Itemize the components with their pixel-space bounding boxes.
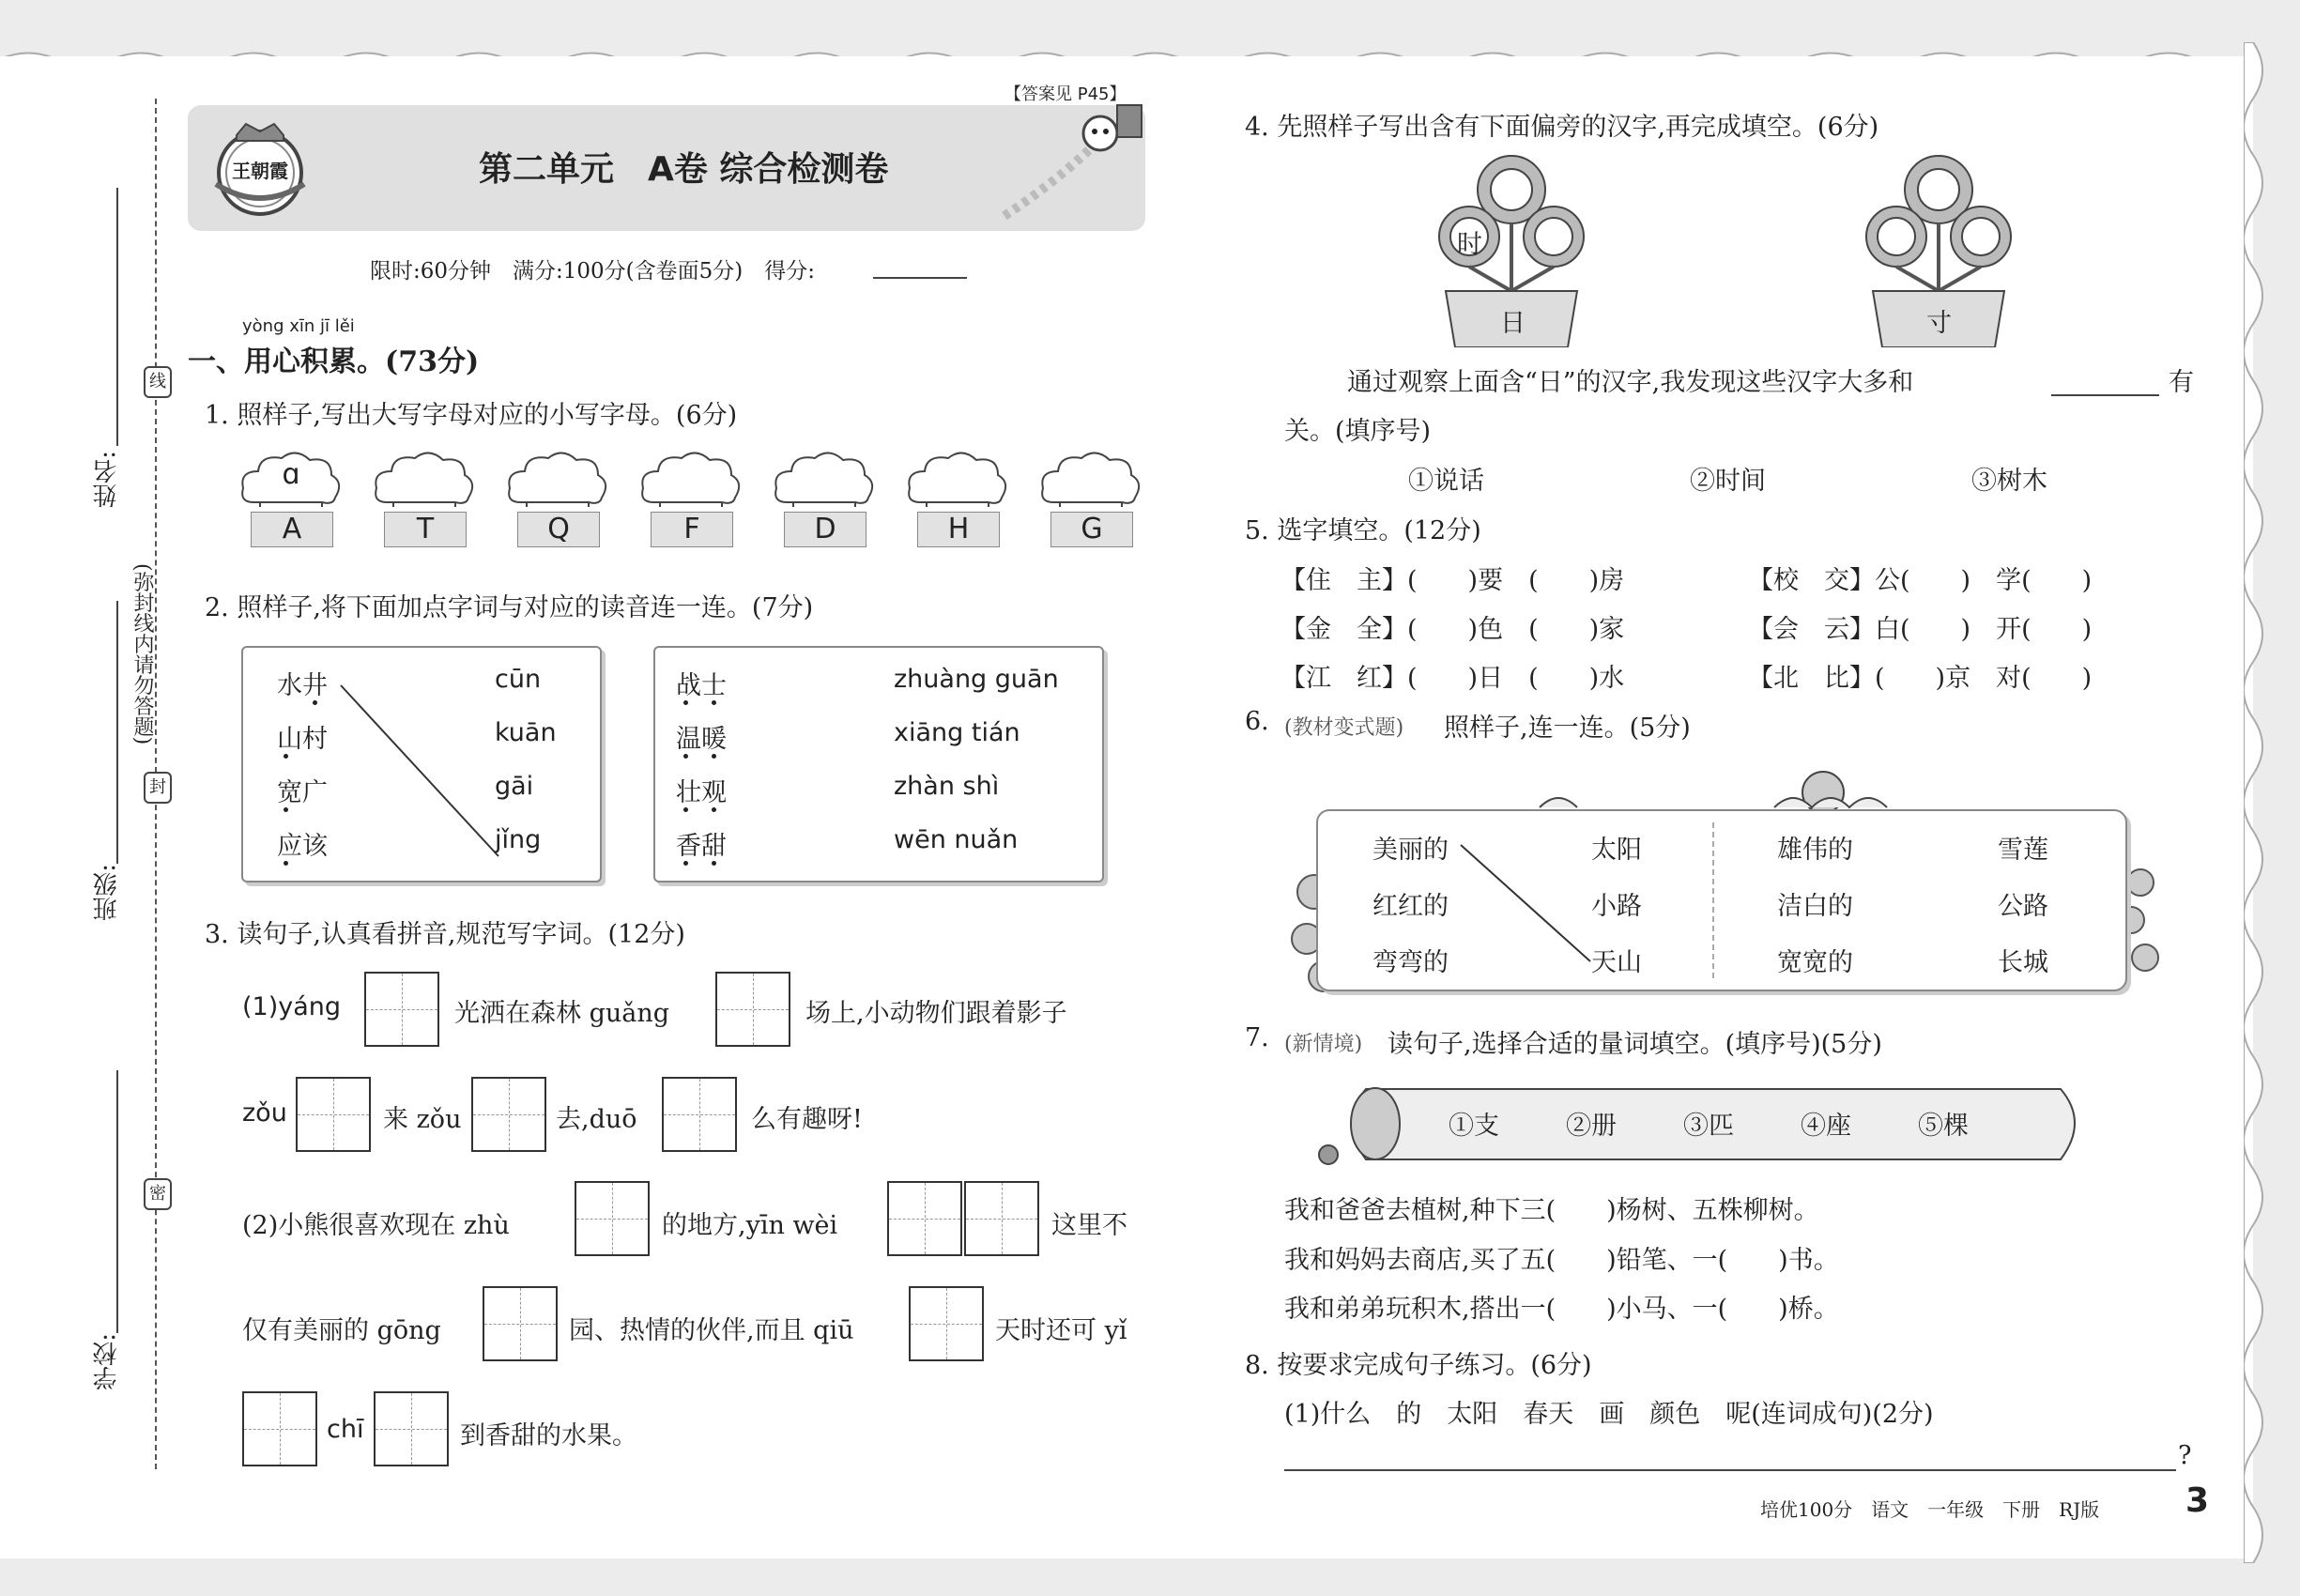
q7-tag: (新情境): [1284, 1033, 1363, 1056]
q4-option-1: ①说话: [1408, 467, 1484, 496]
q3-line2-a: zǒu: [242, 1098, 287, 1128]
q4-option-3: ③树木: [1971, 467, 2047, 496]
logo: [208, 118, 312, 218]
emphasis-dot: [683, 861, 688, 866]
page-number: 3: [2185, 1481, 2210, 1520]
q5-row2-a: 【金 全】( )色 ( )家: [1280, 615, 1625, 644]
letter-cloud: [773, 451, 876, 545]
q3-box-guang[interactable]: [715, 972, 790, 1047]
capital-letter: H: [917, 512, 1000, 547]
q3-line4-b: 园、热情的伙伴,而且 qiū: [569, 1316, 854, 1345]
letter-cloud: [506, 451, 609, 545]
q2-left-pinyin[interactable]: cūn: [495, 665, 542, 694]
school-field[interactable]: [116, 1070, 118, 1333]
pot2-radical: 寸: [1926, 309, 1952, 338]
q3-line3-b: 的地方,yīn wèi: [662, 1211, 838, 1240]
q3-line1-c: 场上,小动物们跟着影子: [805, 999, 1067, 1028]
q2-right-word[interactable]: 壮观: [676, 778, 727, 807]
q2-right-pinyin[interactable]: zhàn shì: [894, 772, 1000, 801]
q3-line4-c: 天时还可 yǐ: [995, 1316, 1127, 1345]
q2-left-word[interactable]: 水井: [277, 671, 328, 700]
name-label: 姓名:: [93, 451, 121, 508]
q7-option: ③匹: [1683, 1112, 1734, 1141]
binding-mark-1: 线: [144, 366, 172, 398]
logo-text: 王朝霞: [232, 160, 288, 182]
q5-row1-b: 【校 交】公( ) 学( ): [1748, 566, 2093, 595]
q3-line2-c: 去,duō: [556, 1105, 637, 1134]
q3-box-qiu[interactable]: [909, 1286, 984, 1361]
pot-blank-1[interactable]: [1479, 185, 1516, 223]
q3-line2-b: 来 zǒu: [383, 1105, 462, 1134]
q6-word[interactable]: 红红的: [1372, 892, 1449, 921]
lowercase-answer-field[interactable]: [1039, 458, 1142, 499]
q2-right-word[interactable]: 香甜: [676, 832, 727, 861]
letter-cloud: [239, 451, 343, 545]
lowercase-answer-field[interactable]: [773, 458, 876, 499]
q4-option-2: ②时间: [1690, 467, 1766, 496]
q8-sub1: (1)什么 的 太阳 春天 画 颜色 呢(连词成句)(2分): [1284, 1400, 1934, 1429]
q5-row1-a: 【住 主】( )要 ( )房: [1280, 566, 1625, 595]
q6-word[interactable]: 太阳: [1591, 836, 1642, 865]
binding-mark-3: 密: [144, 1178, 172, 1210]
name-field[interactable]: [116, 188, 118, 446]
pot1-radical: 日: [1500, 309, 1526, 338]
q7-option: ①支: [1449, 1112, 1499, 1141]
section1-title: 一、用心积累。(73分): [188, 345, 480, 378]
q3-line3-a: (2)小熊很喜欢现在 zhù: [242, 1211, 510, 1240]
class-field[interactable]: [116, 601, 118, 864]
example-lowercase: ɑ: [282, 458, 300, 491]
lowercase-answer-field[interactable]: [373, 458, 476, 499]
q2-left-word[interactable]: 宽广: [277, 778, 328, 807]
score-field[interactable]: [873, 277, 967, 279]
q5-row3-b: 【北 比】( )京 对( ): [1748, 664, 2093, 693]
q3-box-wei[interactable]: [964, 1181, 1039, 1256]
q6-word[interactable]: 长城: [1998, 948, 2048, 977]
binding-note: (弥封线内请勿答题): [130, 563, 154, 745]
q6-word[interactable]: 美丽的: [1372, 836, 1449, 865]
q6-word[interactable]: 宽宽的: [1777, 948, 1853, 977]
q5-row3-a: 【江 红】( )日 ( )水: [1280, 664, 1625, 693]
q4-title: 4. 先照样子写出含有下面偏旁的汉字,再完成填空。(6分): [1245, 113, 1879, 142]
lowercase-answer-field[interactable]: [906, 458, 1009, 499]
q2-right-pinyin[interactable]: wēn nuǎn: [894, 825, 1019, 854]
q5-title: 5. 选字填空。(12分): [1245, 516, 1481, 545]
emphasis-dot: [683, 807, 688, 812]
q2-right-word[interactable]: 战士: [676, 671, 727, 700]
letter-cloud: [906, 451, 1009, 545]
q6-number: 6.: [1245, 707, 1269, 736]
emphasis-dot: [284, 754, 288, 759]
q8-title: 8. 按要求完成句子练习。(6分): [1245, 1351, 1592, 1380]
q2-title: 2. 照样子,将下面加点字词与对应的读音连一连。(7分): [205, 593, 814, 622]
q2-right-word[interactable]: 温暖: [676, 725, 727, 754]
q7-sentence-2: 我和妈妈去商店,买了五( )铅笔、一( )书。: [1284, 1246, 1839, 1275]
q6-title: 照样子,连一连。(5分): [1444, 714, 1691, 743]
q6-word[interactable]: 弯弯的: [1372, 948, 1449, 977]
q3-line2-d: 么有趣呀!: [751, 1105, 863, 1134]
q2-right-pinyin[interactable]: xiāng tián: [894, 718, 1020, 747]
class-label: 班级:: [93, 864, 121, 921]
letter-cloud: [1039, 451, 1142, 545]
q3-line4-a: 仅有美丽的 gōng: [242, 1316, 441, 1345]
q6-word[interactable]: 雪莲: [1998, 836, 2048, 865]
q3-line5-a: chī: [327, 1415, 364, 1444]
rocket-illustration-icon: [995, 84, 1164, 225]
q7-sentence-3: 我和弟弟玩积木,搭出一( )小马、一( )桥。: [1284, 1295, 1839, 1324]
emphasis-dot: [284, 861, 288, 866]
q8-answer-line[interactable]: [1284, 1469, 2176, 1471]
q6-word[interactable]: 洁白的: [1777, 892, 1853, 921]
q3-box-gong[interactable]: [483, 1286, 558, 1361]
lowercase-answer-field[interactable]: [506, 458, 609, 499]
q3-line5-b: 到香甜的水果。: [460, 1421, 637, 1450]
emphasis-dot: [683, 754, 688, 759]
q3-box-duo[interactable]: [662, 1077, 737, 1152]
footer-info: 培优100分 语文 一年级 下册 RJ版: [1760, 1498, 2100, 1521]
capital-letter: A: [251, 512, 333, 547]
q7-option: ②册: [1566, 1112, 1617, 1141]
q7-number: 7.: [1245, 1023, 1269, 1052]
q6-word[interactable]: 公路: [1998, 892, 2048, 921]
capital-letter: F: [651, 512, 733, 547]
q6-word[interactable]: 雄伟的: [1777, 836, 1853, 865]
q3-title: 3. 读句子,认真看拼音,规范写字词。(12分): [205, 920, 685, 949]
q4-sentence-c: 关。(填序号): [1284, 417, 1432, 446]
capital-letter: T: [384, 512, 467, 547]
q7-option: ④座: [1801, 1112, 1851, 1141]
letter-cloud: [373, 451, 476, 545]
q2-left-pinyin[interactable]: kuān: [495, 718, 557, 747]
letter-cloud: [639, 451, 743, 545]
q3-box-chi[interactable]: [374, 1391, 449, 1466]
q2-left-word[interactable]: 应该: [277, 832, 328, 861]
q7-sentence-1: 我和爸爸去植树,种下三( )杨树、五株柳树。: [1284, 1196, 1819, 1225]
q5-row2-b: 【会 云】白( ) 开( ): [1748, 615, 2093, 644]
emphasis-dot: [712, 807, 716, 812]
q3-box-zou1[interactable]: [296, 1077, 371, 1152]
exam-info: 限时:60分钟 满分:100分(含卷面5分) 得分:: [370, 259, 815, 284]
q2-left-pinyin[interactable]: jǐng: [495, 825, 542, 854]
q1-title: 1. 照样子,写出大写字母对应的小写字母。(6分): [205, 401, 738, 430]
lowercase-answer-field[interactable]: [639, 458, 743, 499]
school-label: 学校:: [93, 1333, 121, 1390]
q4-answer-blank[interactable]: [2051, 394, 2159, 396]
emphasis-dot: [712, 700, 716, 705]
pot1-example: 时: [1457, 230, 1482, 259]
capital-letter: D: [784, 512, 866, 547]
q3-line1-a: (1)yáng: [242, 992, 342, 1021]
q7-title: 读句子,选择合适的量词填空。(填序号)(5分): [1388, 1030, 1882, 1059]
q4-sentence-a: 通过观察上面含“日”的汉字,我发现这些汉字大多和: [1347, 368, 1914, 397]
emphasis-dot: [313, 700, 317, 705]
emphasis-dot: [712, 861, 716, 866]
emphasis-dot: [284, 807, 288, 812]
q6-tag: (教材变式题): [1284, 716, 1404, 740]
q7-option: ⑤棵: [1918, 1112, 1969, 1141]
q2-right-pinyin[interactable]: zhuàng guān: [894, 665, 1059, 694]
page-title: 第二单元 A卷 综合检测卷: [479, 150, 889, 189]
q3-box-yin[interactable]: [887, 1181, 962, 1256]
capital-letter: Q: [517, 512, 600, 547]
q6-divider: [1712, 822, 1714, 978]
q6-word[interactable]: 天山: [1591, 948, 1642, 977]
wavy-right-edge: [2244, 42, 2300, 1563]
section1-pinyin: yòng xīn jī lěi: [242, 316, 355, 336]
q3-box-yi[interactable]: [242, 1391, 317, 1466]
q2-left-word[interactable]: 山村: [277, 725, 328, 754]
q4-sentence-b: 有: [2169, 368, 2194, 397]
answer-ref: 【答案见 P45】: [1004, 84, 1127, 104]
q3-line1-b: 光洒在森林 guǎng: [454, 999, 670, 1028]
capital-letter: G: [1050, 512, 1133, 547]
q3-line3-c: 这里不: [1051, 1211, 1127, 1240]
q3-box-zou2[interactable]: [471, 1077, 546, 1152]
q6-word[interactable]: 小路: [1591, 892, 1642, 921]
binding-mark-2: 封: [144, 772, 172, 804]
q3-box-yang[interactable]: [364, 972, 439, 1047]
emphasis-dot: [712, 754, 716, 759]
q3-box-zhu[interactable]: [575, 1181, 650, 1256]
q8-question-mark: ?: [2178, 1441, 2192, 1470]
q2-left-pinyin[interactable]: gāi: [495, 772, 534, 801]
emphasis-dot: [683, 700, 688, 705]
